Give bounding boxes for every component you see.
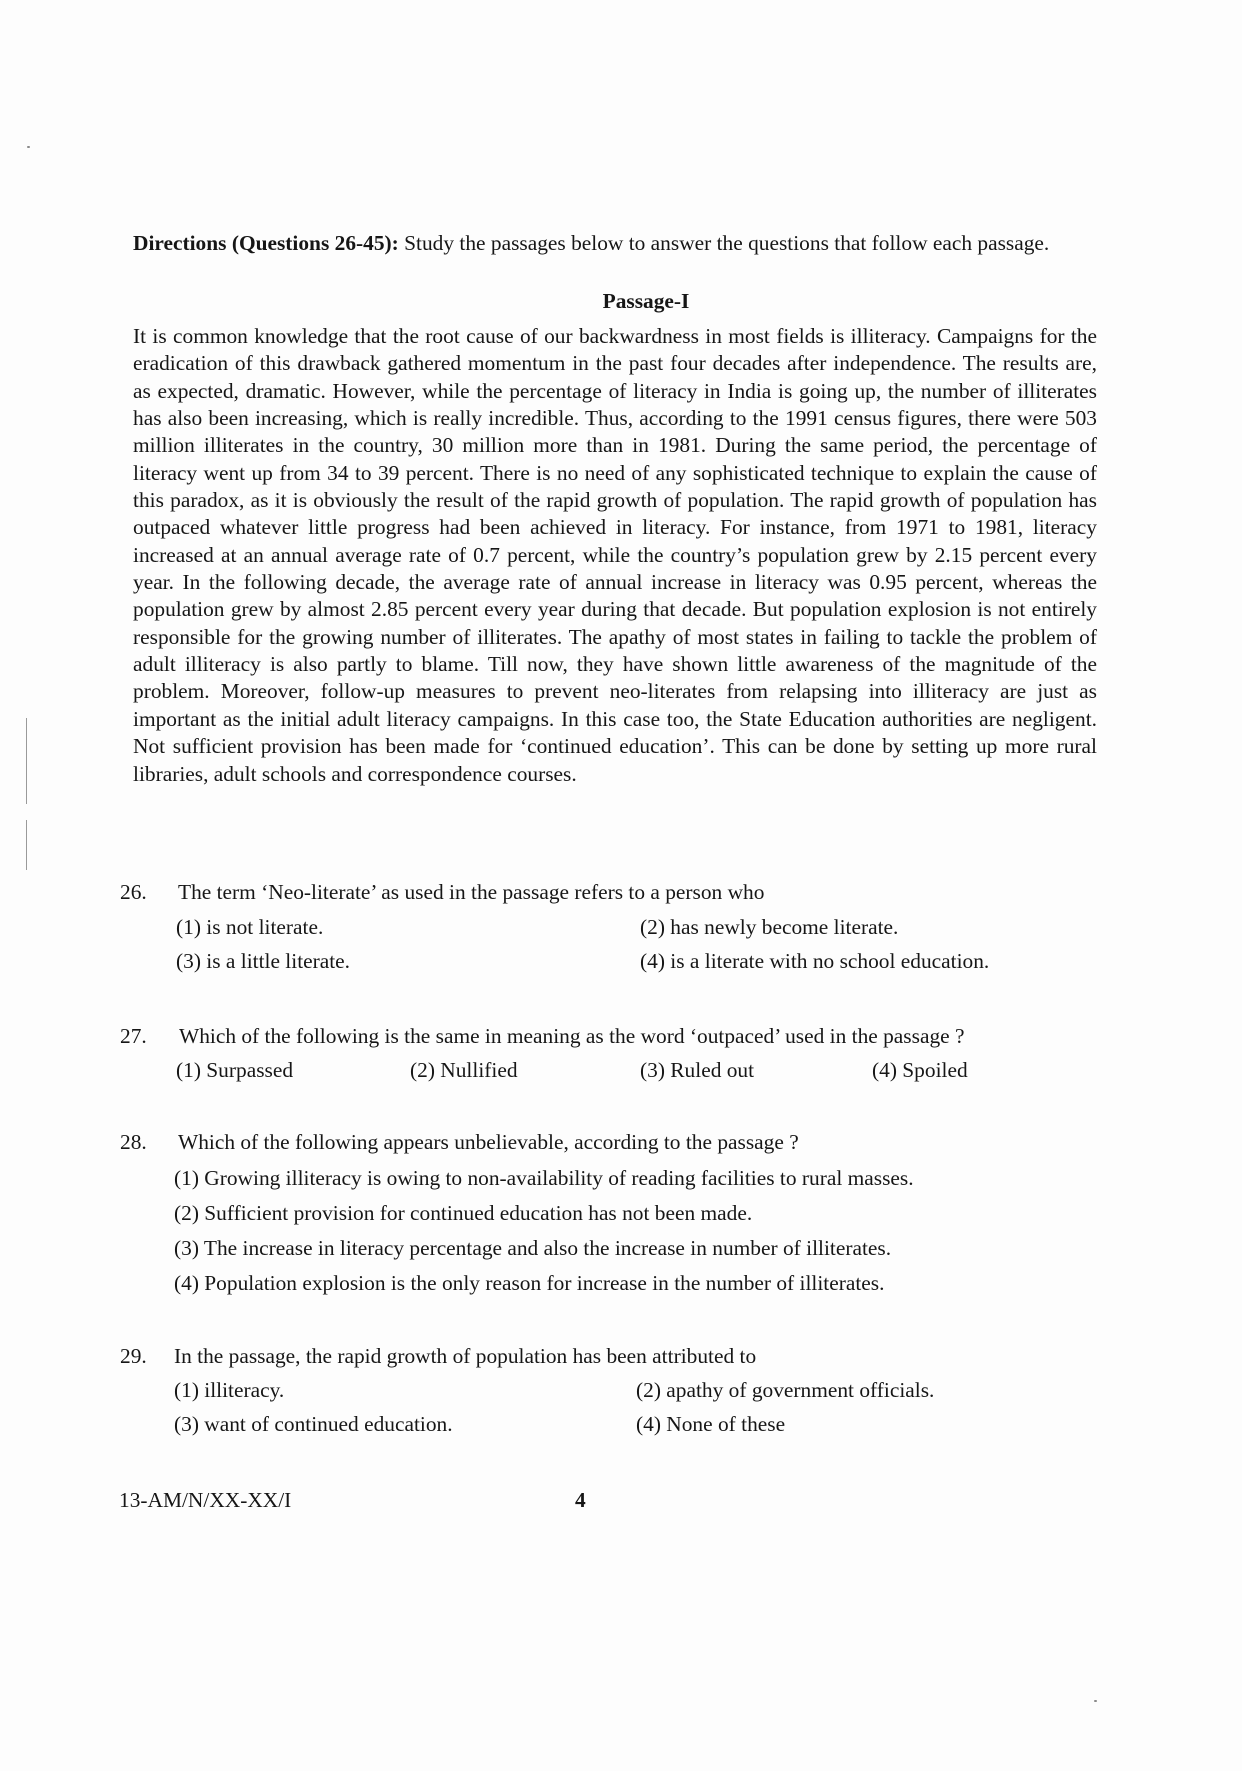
option-3: (3) Ruled out [640,1058,755,1082]
option-3: (3) The increase in literacy percentage and also the increase in number of illiterates. [174,1236,892,1260]
option-3: (3) want of continued education. [174,1412,453,1436]
question-number: 26. [120,880,147,904]
directions-text: Study the passages below to answer the questions that follow each passage. [398,231,1050,255]
scan-speck [1094,1700,1097,1702]
scan-speck [27,146,30,148]
option-2: (2) has newly become literate. [640,915,899,939]
option-4: (4) Population explosion is the only reason for increase in the number of illiterates. [174,1271,885,1295]
option-1: (1) illiteracy. [174,1378,285,1402]
option-1: (1) Surpassed [176,1058,294,1082]
question-number: 29. [120,1344,147,1368]
option-1: (1) is not literate. [176,915,324,939]
footer-code: 13-AM/N/XX-XX/I [119,1488,292,1512]
page-number: 4 [575,1488,586,1512]
question-text: Which of the following is the same in meaning as the word ‘outpaced’ used in the passage ? [179,1024,965,1048]
directions-label: Directions (Questions 26-45): [133,231,399,255]
option-1: (1) Growing illiteracy is owing to non-availability of reading facilities to rural masses. [174,1166,914,1190]
scan-margin-mark [26,718,27,804]
question-number: 28. [120,1130,147,1154]
option-4: (4) Spoiled [872,1058,968,1082]
question-text: In the passage, the rapid growth of population has been attributed to [174,1344,757,1368]
passage-body: It is common knowledge that the root cause of our backwardness in most fields is illiteracy. Campaigns for the eradication of this drawback gathered momentum in the past four decades after independence. The results are, as expected, dramatic. However, while the percentage of literacy in India is going up, the number of illiterates has also been increasing, which is really incredible. Thus, according to the 1991 census figures, there were 503 million illiterates in the country, 30 million more than in 1981. During the same period, the percentage of literacy went up from 34 to 39 percent. There is no need of any sophisticated technique to explain the cause of this paradox, as it is obviously the result of the rapid growth of population. The rapid growth of population has outpaced whatever little progress had been achieved in literacy. For instance, from 1971 to 1981, literacy increased at an annual average rate of 0.7 percent, while the country’s population grew by 2.15 percent every year. In the following decade, the average rate of annual increase in literacy was 0.95 percent, whereas the population grew by almost 2.85 percent every year during that decade. But population explosion is not entirely responsible for the growing number of illiterates. The apathy of most states in failing to tackle the problem of adult illiteracy is also partly to blame. Till now, they have shown little awareness of the magnitude of the problem. Moreover, follow-up measures to prevent neo-literates from relapsing into illiteracy are just as important as the initial adult literacy campaigns. In this case too, the State Education authorities are negligent. Not sufficient provision has been made for ‘continued education’. This can be done by setting up more rural libraries, adult schools and correspondence courses. [133,324,1097,786]
option-2: (2) Sufficient provision for continued education has not been made. [174,1201,753,1225]
directions [133,230,1101,257]
passage-title: Passage-I [602,289,690,313]
option-2: (2) Nullified [410,1058,518,1082]
question-text: Which of the following appears unbelievable, according to the passage ? [178,1130,799,1154]
option-4: (4) is a literate with no school education. [640,949,990,973]
question-number: 27. [120,1024,147,1048]
option-3: (3) is a little literate. [176,949,351,973]
option-4: (4) None of these [636,1412,786,1436]
question-text: The term ‘Neo-literate’ as used in the passage refers to a person who [178,880,765,904]
option-2: (2) apathy of government officials. [636,1378,935,1402]
scan-margin-mark [26,820,27,870]
